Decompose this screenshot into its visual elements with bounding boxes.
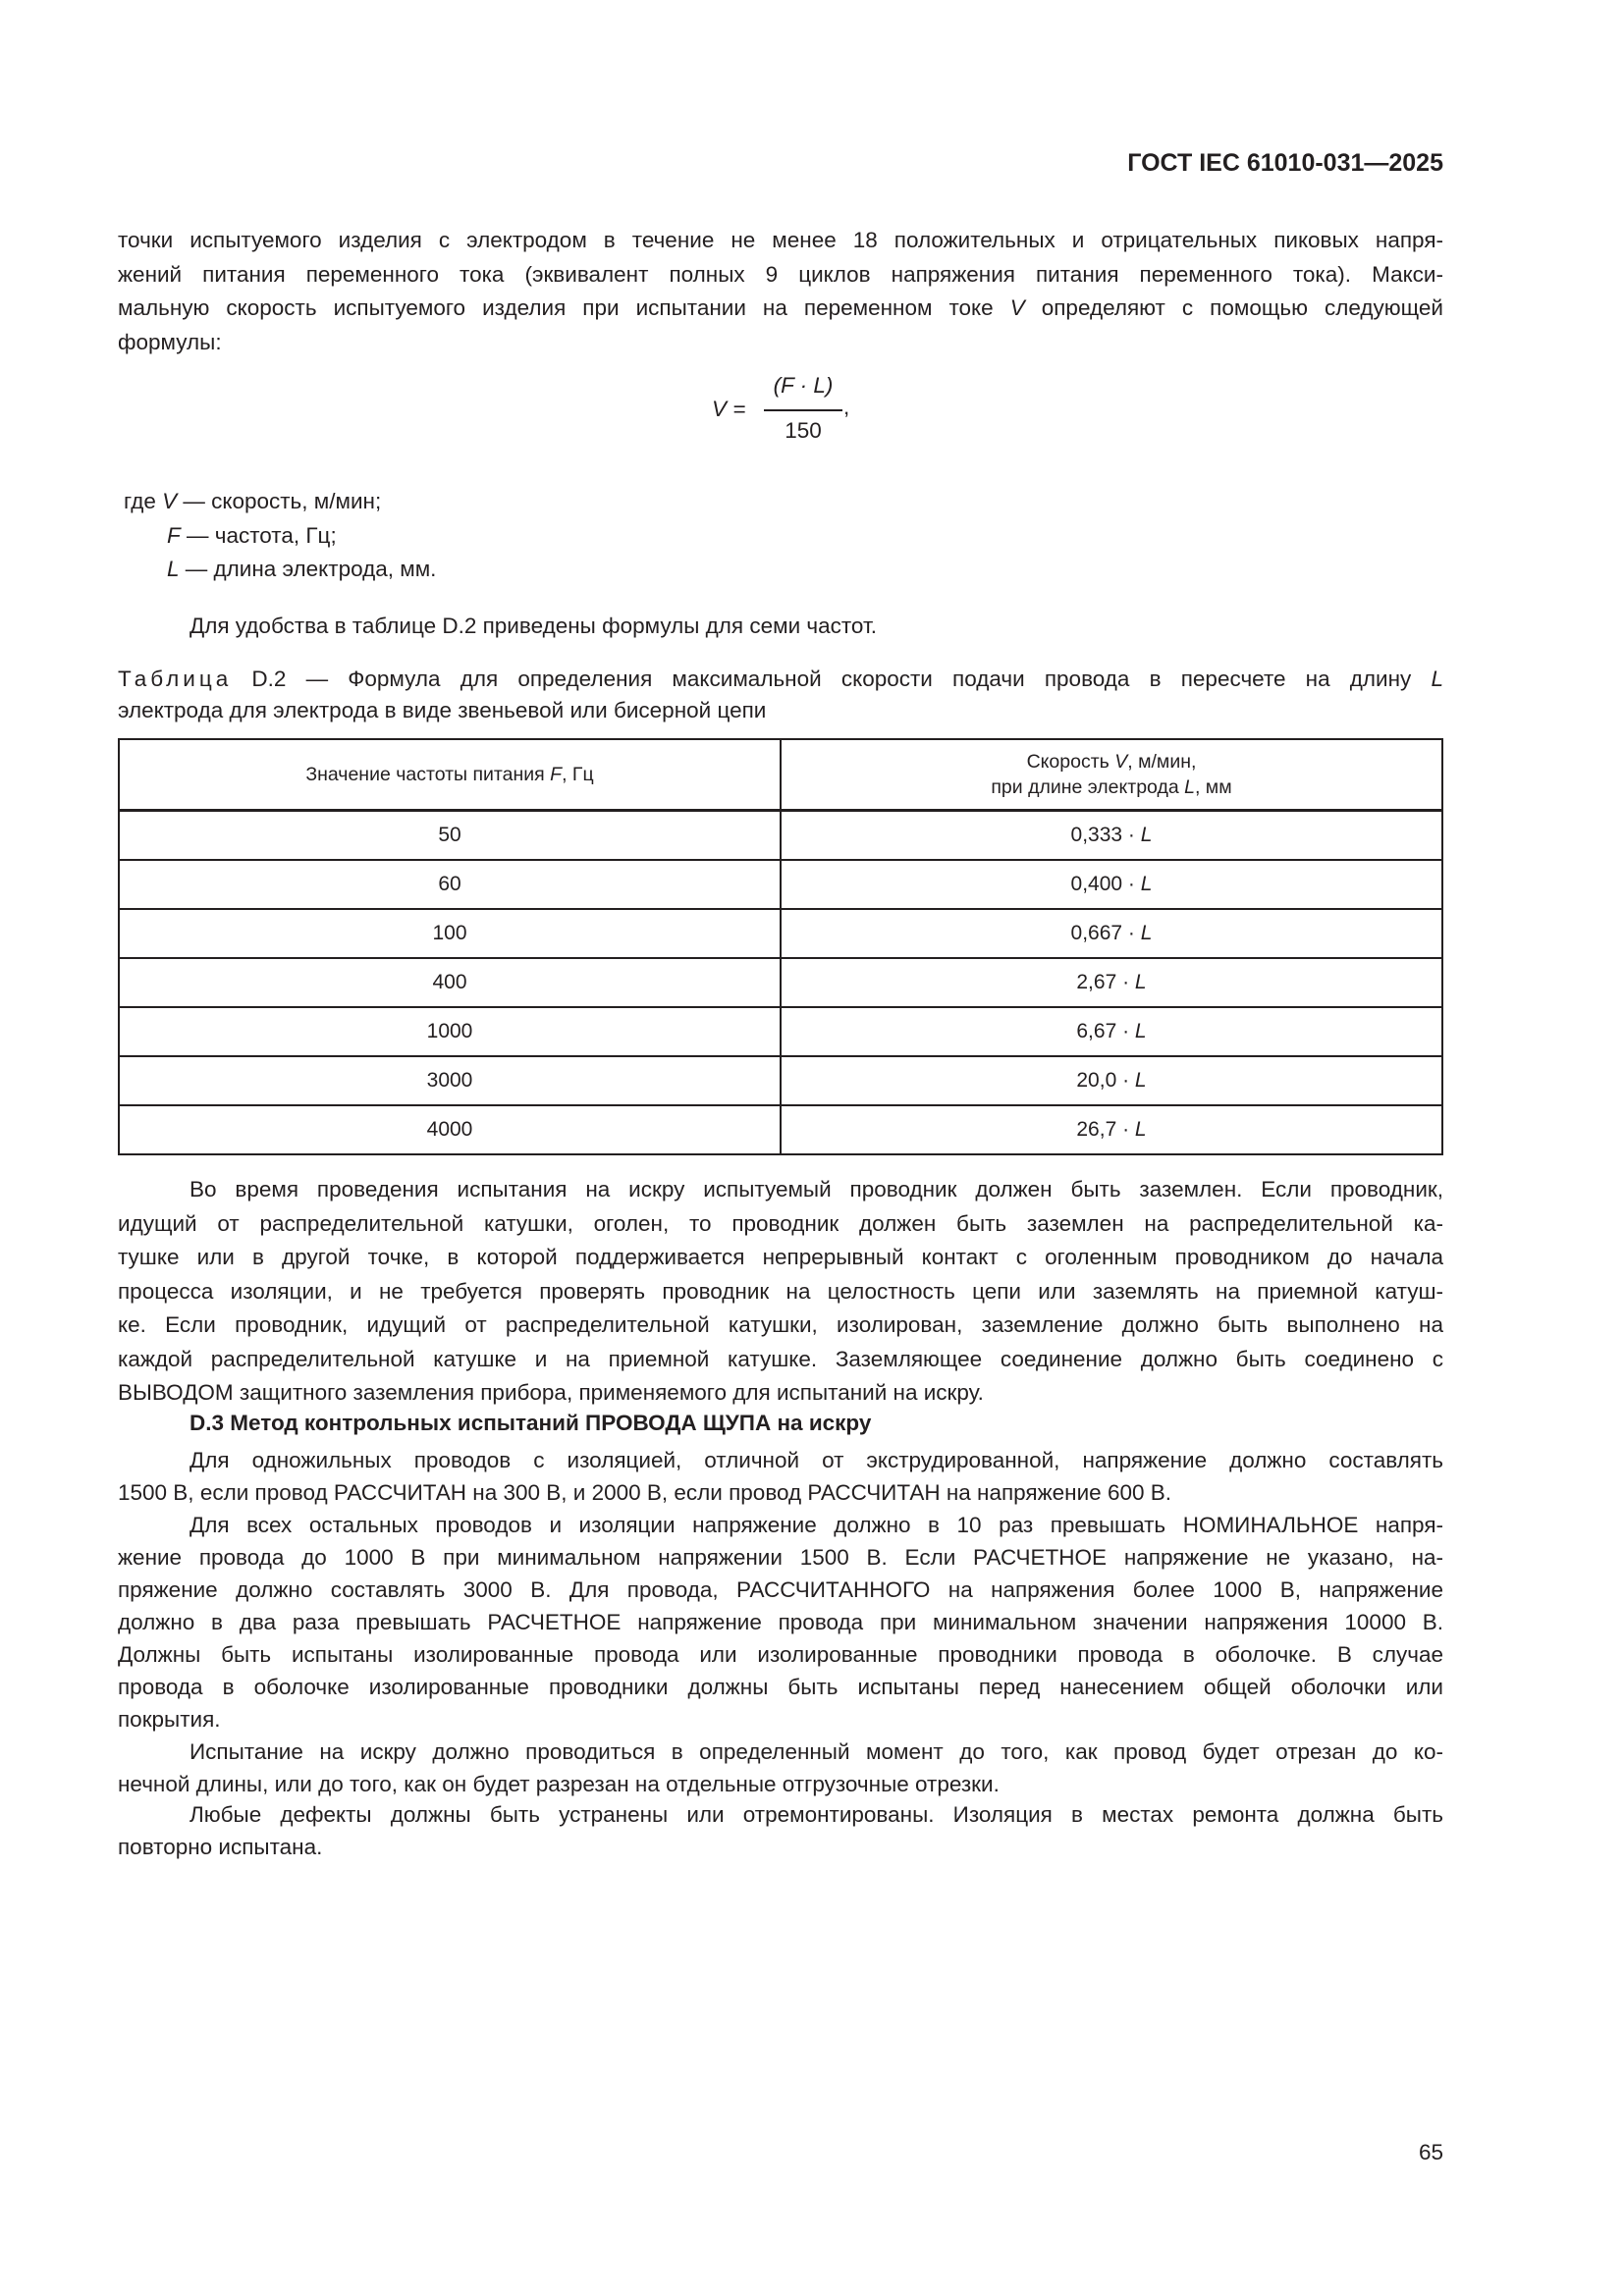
text-line: идущий от распределительной катушки, оголен, то проводник должен быть заземлен на распределительной ка- <box>118 1210 1443 1236</box>
table-header-speed: Скорость V, м/мин, при длине электрода L, мм <box>781 739 1442 811</box>
table-row <box>119 1056 1442 1105</box>
where-list <box>118 485 1443 587</box>
where-item: где V — скорость, м/мин; <box>124 489 382 513</box>
text-line: Любые дефекты должны быть устранены или отремонтированы. Изоляция в местах ремонта должна быть <box>189 1802 1443 1827</box>
paragraph-single-core <box>118 1444 1443 1509</box>
text-line: мальную скорость испытуемого изделия при испытании на переменном токе V определяют с помощью следующей <box>118 295 1443 320</box>
paragraph-defects <box>118 1798 1443 1863</box>
text-line: Для всех остальных проводов и изоляции напряжение должно в 10 раз превышать НОМИНАЛЬНОЕ напря- <box>189 1513 1443 1537</box>
table-row <box>119 909 1442 958</box>
speed-cell: 26,7 · L <box>781 1105 1442 1154</box>
speed-cell: 2,67 · L <box>781 958 1442 1007</box>
text-line: Должны быть испытаны изолированные провода или изолированные проводники провода в оболочке. В случае <box>118 1642 1443 1667</box>
frequency-cell: 60 <box>119 860 781 909</box>
frequency-cell: 100 <box>119 909 781 958</box>
text-line: повторно испытана. <box>118 1835 323 1859</box>
formula-lhs: V = <box>712 397 746 421</box>
where-item: L — длина электрода, мм. <box>167 557 437 581</box>
paragraph-grounding <box>118 1173 1443 1411</box>
text-line: 1500 В, если провод РАССЧИТАН на 300 В, и 2000 В, если провод РАССЧИТАН на напряжение 600 В. <box>118 1480 1171 1505</box>
text-line: формулы: <box>118 329 222 354</box>
formula-denominator: 150 <box>785 418 822 443</box>
frequency-cell: 50 <box>119 811 781 861</box>
frequency-cell: 1000 <box>119 1007 781 1056</box>
text-line: Во время проведения испытания на искру испытуемый проводник должен быть заземлен. Если проводник, <box>189 1177 1443 1201</box>
table-header-frequency: Значение частоты питания F, Гц <box>119 739 781 811</box>
speed-cell: 20,0 · L <box>781 1056 1442 1105</box>
table-row <box>119 811 1442 861</box>
paragraph-timing <box>118 1735 1443 1800</box>
text-line: процесса изоляции, и не требуется проверять проводник на целостность цепи или заземлять на приемной катуш- <box>118 1278 1443 1304</box>
convenience-note: Для удобства в таблице D.2 приведены формулы для семи частот. <box>189 614 878 638</box>
formula <box>712 373 869 452</box>
text-line: точки испытуемого изделия с электродом в течение не менее 18 положительных и отрицательных пиковых напря- <box>118 228 1443 252</box>
text-line: Для одножильных проводов с изоляцией, отличной от экструдированной, напряжение должно составлять <box>189 1448 1443 1472</box>
text-line: нечной длины, или до того, как он будет разрезан на отдельные отгрузочные отрезки. <box>118 1772 1000 1796</box>
frequency-cell: 4000 <box>119 1105 781 1154</box>
text-line: жений питания переменного тока (эквивалент полных 9 циклов напряжения питания переменного тока). Макси- <box>118 261 1443 287</box>
text-line: провода в оболочке изолированные проводники должны быть испытаны перед нанесением общей оболочки или <box>118 1675 1443 1699</box>
page-number: 65 <box>1418 2140 1443 2164</box>
where-item: F — частота, Гц; <box>167 522 337 548</box>
text-line: тушке или в другой точке, в которой поддерживается непрерывный контакт с оголенным проводником до начала <box>118 1245 1443 1269</box>
table-row <box>119 860 1442 909</box>
document-header: ГОСТ IEC 61010-031—2025 <box>1127 149 1443 177</box>
speed-cell: 6,67 · L <box>781 1007 1442 1056</box>
frequency-cell: 400 <box>119 958 781 1007</box>
frequency-cell: 3000 <box>119 1056 781 1105</box>
text-line: ВЫВОДОМ защитного заземления прибора, применяемого для испытаний на искру. <box>118 1380 984 1405</box>
formula-numerator: (F · L) <box>773 373 834 398</box>
text-line: пряжение должно составлять 3000 В. Для провода, РАССЧИТАННОГО на напряжения более 1000 В, напряжение <box>118 1577 1443 1602</box>
speed-cell: 0,400 · L <box>781 860 1442 909</box>
text-line: жение провода до 1000 В при минимальном напряжении 1500 В. Если РАСЧЕТНОЕ напряжение не указано, на- <box>118 1545 1443 1570</box>
table-row <box>119 1007 1442 1056</box>
table-row <box>119 958 1442 1007</box>
paragraph-other-wires <box>118 1509 1443 1735</box>
text-line: каждой распределительной катушке и на приемной катушке. Заземляющее соединение должно быть соединено с <box>118 1346 1443 1371</box>
formula-comma: , <box>843 395 850 419</box>
speed-cell: 0,333 · L <box>781 811 1442 861</box>
text-line: Испытание на искру должно проводиться в определенный момент до того, как провод будет отрезан до ко- <box>189 1739 1443 1764</box>
section-heading: D.3 Метод контрольных испытаний ПРОВОДА ЩУПА на искру <box>189 1411 872 1435</box>
table-caption: Таблица D.2 — Формула для определения максимальной скорости подачи провода в пересчете на длину L электрода для электрода в виде звеньевой или бисерной цепи <box>118 667 1443 722</box>
paragraph-intro <box>118 224 1443 359</box>
table-row <box>119 1105 1442 1154</box>
speed-cell: 0,667 · L <box>781 909 1442 958</box>
speed-table <box>118 738 1443 1155</box>
text-line: ке. Если проводник, идущий от распределительной катушки, изолирован, заземление должно быть выполнено на <box>118 1312 1443 1337</box>
text-line: должно в два раза превышать РАСЧЕТНОЕ напряжение провода при минимальном значении напряжения 10000 В. <box>118 1610 1443 1634</box>
fraction-bar <box>764 409 842 411</box>
text-line: покрытия. <box>118 1707 221 1732</box>
